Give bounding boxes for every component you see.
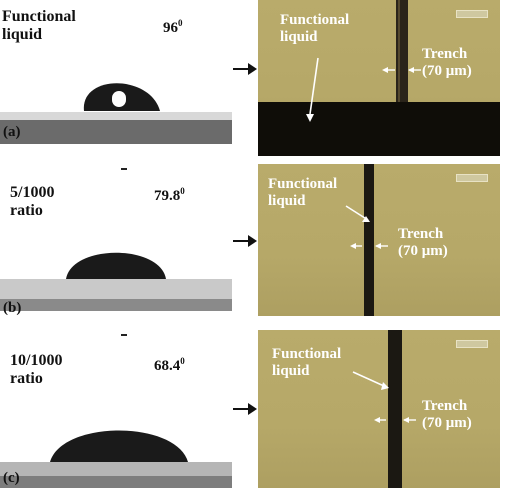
trench xyxy=(396,0,408,102)
scale-bar xyxy=(456,340,488,348)
panel-letter-a: (a) xyxy=(3,124,21,140)
droplet-image-c xyxy=(0,330,232,490)
contact-angle: 68.4$^0$ xyxy=(154,356,185,374)
figure-row-b xyxy=(0,164,505,324)
micrograph-liquid-label: Functional liquid xyxy=(280,12,350,45)
arrow-icon xyxy=(232,231,258,251)
micrograph-liquid-label: Functional liquid xyxy=(272,346,342,379)
micrograph-b xyxy=(258,164,500,316)
droplet xyxy=(50,431,188,463)
substrate-top xyxy=(0,112,232,120)
droplet-drawing xyxy=(0,330,232,490)
substrate xyxy=(0,476,232,488)
substrate-top xyxy=(0,462,232,476)
droplet-image-b xyxy=(0,164,232,324)
trench-bottom xyxy=(258,102,500,156)
droplet xyxy=(66,253,166,279)
arrow-icon xyxy=(232,59,258,79)
micrograph-trench-label: Trench (70 μm) xyxy=(398,226,448,259)
contact-angle: $96^0$ xyxy=(163,18,183,36)
substrate xyxy=(0,120,232,144)
figure-row-a xyxy=(0,0,505,160)
figure-row-c xyxy=(0,330,505,490)
substrate xyxy=(0,299,232,311)
trench xyxy=(364,164,374,316)
liquid-label: 5/1000 ratio xyxy=(10,184,55,219)
panel-letter-c: (c) xyxy=(3,470,20,486)
panel-letter-b: (b) xyxy=(3,300,22,316)
liquid-label: 10/1000 ratio xyxy=(10,352,63,387)
micrograph-trench-label: Trench (70 μm) xyxy=(422,398,472,431)
scale-bar xyxy=(456,10,488,18)
droplet-highlight xyxy=(112,91,126,107)
droplet-image-a xyxy=(0,0,232,160)
arrow-icon xyxy=(232,399,258,419)
scale-bar xyxy=(456,174,488,182)
micrograph-a xyxy=(258,0,500,156)
trench xyxy=(388,330,402,488)
liquid-label: Functional liquid xyxy=(2,8,76,43)
micrograph-liquid-label: Functional liquid xyxy=(268,176,338,209)
contact-angle: 79.8$^0$ xyxy=(154,186,185,204)
micrograph-c xyxy=(258,330,500,488)
micrograph-trench-label: Trench (70 μm) xyxy=(422,46,472,79)
substrate-top xyxy=(0,279,232,299)
